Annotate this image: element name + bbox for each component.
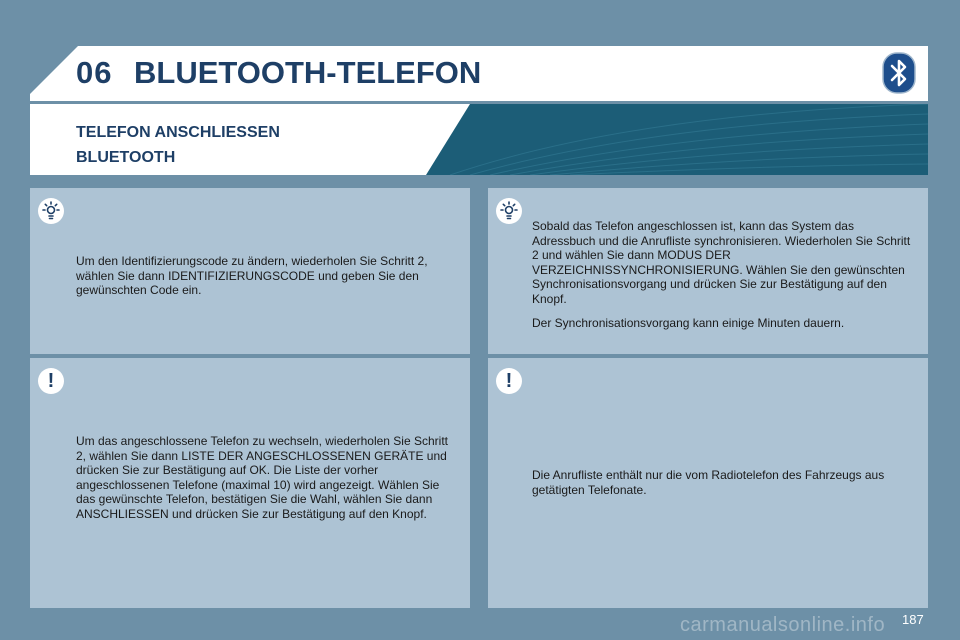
- lightbulb-icon: [496, 198, 522, 224]
- page-number: 187: [902, 612, 924, 627]
- lightbulb-icon: [38, 198, 64, 224]
- chapter-title: BLUETOOTH-TELEFON: [134, 55, 482, 90]
- section-title-line2: BLUETOOTH: [76, 149, 176, 166]
- warning-text-right: Die Anrufliste enthält nur die vom Radiotelefon des Fahrzeugs aus getätigten Telefonate.: [532, 468, 885, 497]
- section-title: [76, 120, 280, 170]
- watermark: carmanualsonline.info: [680, 614, 886, 636]
- exclamation-icon: !: [38, 368, 64, 394]
- bluetooth-icon: [882, 52, 916, 94]
- tip-text-right: Sobald das Telefon angeschlossen ist, kann das System das Adressbuch und die Anrufliste synchronisieren. Wiederholen Sie Schritt 2 und wählen Sie dann MODUS DER VERZEICHNISSYNCHRONISIERUNG. Wählen Sie den gewünschten Synchronisationsvorgang und drücken Sie zur Bestätigung auf den Knopf.: [532, 219, 911, 306]
- tip-text-left: Um den Identifizierungscode zu ändern, wiederholen Sie Schritt 2, wählen Sie dann IDENTIFIZIERUNGSCODE und geben Sie den gewünschten Code ein.: [76, 254, 428, 297]
- section-title-line1: TELEFON ANSCHLIESSEN: [76, 124, 280, 141]
- chapter-number: 06: [76, 55, 113, 90]
- tip-note-right: Der Synchronisationsvorgang kann einige Minuten dauern.: [532, 316, 845, 330]
- warning-text-left: Um das angeschlossene Telefon zu wechseln, wiederholen Sie Schritt 2, wählen Sie dann LISTE DER ANGESCHLOSSENEN GERÄTE und drücken Sie zur Bestätigung auf OK. Die Liste der vorher angeschlossenen Telefone (maximal 10) wird angezeigt. Wählen Sie das gewünschte Telefon, bestätigen Sie die Wahl, wählen Sie dann ANSCHLIESSEN und drücken Sie zur Bestätigung auf den Knopf.: [76, 434, 448, 521]
- exclamation-icon: !: [496, 368, 522, 394]
